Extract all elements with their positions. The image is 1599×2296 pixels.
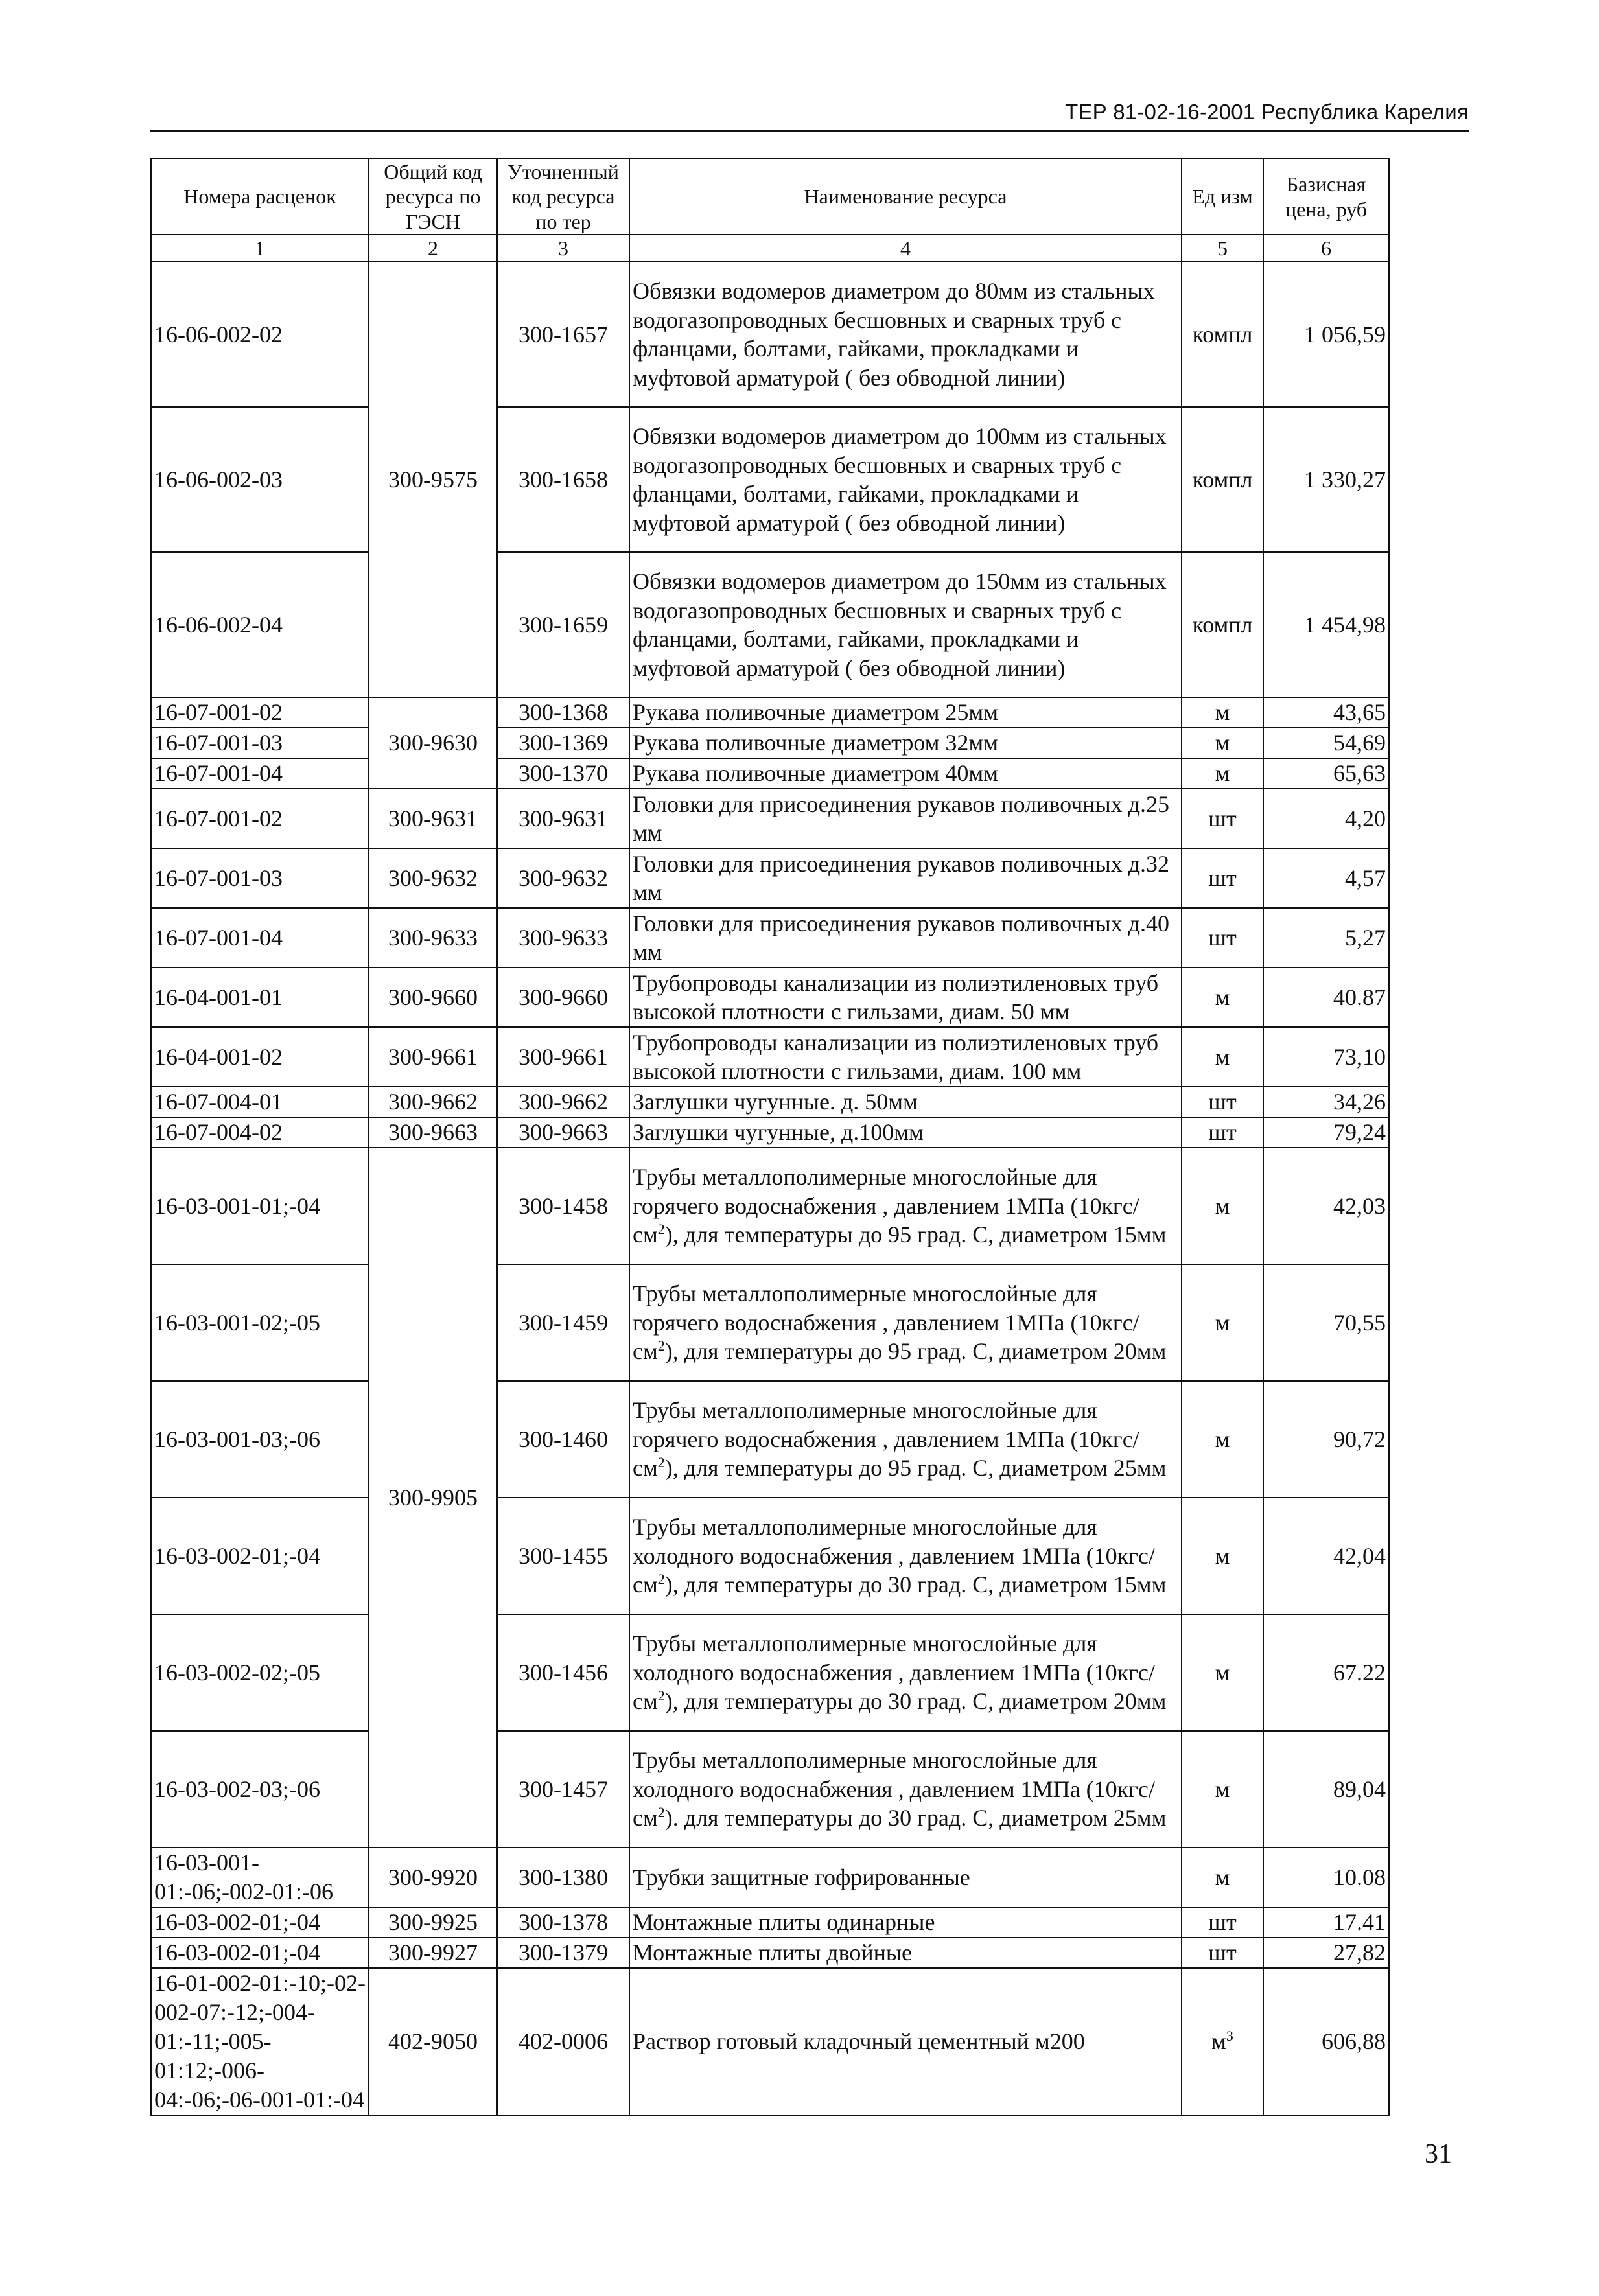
ter-code-cell: 300-1455 (497, 1498, 629, 1614)
rate-number-cell: 16-03-001-01:-06;-002-01:-06 (151, 1848, 369, 1907)
resource-name-cell (629, 1614, 1182, 1731)
unit-cell: м (1182, 728, 1263, 758)
rate-number-cell: 16-03-002-01;-04 (151, 1907, 369, 1938)
price-cell: 43,65 (1263, 697, 1389, 728)
gesn-code-cell: 300-9927 (369, 1938, 497, 1968)
rate-number-cell: 16-07-001-04 (151, 758, 369, 789)
gesn-code-cell: 300-9575 (369, 262, 497, 697)
table-row (151, 789, 1389, 848)
table-row (151, 262, 1389, 407)
price-cell: 42,04 (1263, 1498, 1389, 1614)
unit-cell: м (1182, 697, 1263, 728)
unit-cell: м (1182, 1027, 1263, 1087)
table-row (151, 848, 1389, 908)
resource-name-cell: Рукава поливочные диаметром 40мм (629, 758, 1182, 789)
resource-name-cell: Рукава поливочные диаметром 25мм (629, 697, 1182, 728)
unit-cell: шт (1182, 1907, 1263, 1938)
unit-text: м (1211, 2028, 1226, 2055)
table-header-row (151, 159, 1389, 235)
table-row (151, 968, 1389, 1027)
column-number: 2 (369, 235, 497, 262)
rate-number-cell: 16-07-004-01 (151, 1087, 369, 1117)
table-row (151, 1731, 1389, 1848)
ter-code-cell: 300-1456 (497, 1614, 629, 1731)
resource-name-cell: Обвязки водомеров диаметром до 100мм из стальных водогазопроводных бесшовных и сварных труб с фланцами, болтами, гайками, прокладками и муфтовой арматурой ( без обводной линии) (629, 407, 1182, 552)
table-row (151, 1498, 1389, 1614)
table-row (151, 552, 1389, 697)
gesn-code-cell: 300-9920 (369, 1848, 497, 1907)
ter-code-cell: 300-1380 (497, 1848, 629, 1907)
resource-name-cell (629, 1381, 1182, 1498)
resource-name-cell: Монтажные плиты одинарные (629, 1907, 1182, 1938)
table-row (151, 1907, 1389, 1938)
table-row (151, 1148, 1389, 1264)
unit-cell: м (1182, 968, 1263, 1027)
resource-name-text: Трубы металлополимерные многослойные для холодного водоснабжения , давлением 1МПа (10кгс/см (633, 1514, 1155, 1598)
rate-number-cell: 16-07-004-02 (151, 1117, 369, 1148)
resource-name-cell: Головки для присоединения рукавов поливочных д.40 мм (629, 908, 1182, 968)
resource-name-text: Трубы металлополимерные многослойные для горячего водоснабжения , давлением 1МПа (10кгс/см (633, 1397, 1139, 1481)
price-cell: 70,55 (1263, 1264, 1389, 1381)
table-row (151, 908, 1389, 968)
document-header-title: ТЕР 81-02-16-2001 Республика Карелия (1065, 100, 1469, 124)
price-cell: 65,63 (1263, 758, 1389, 789)
ter-code-cell: 300-9631 (497, 789, 629, 848)
rate-number-cell: 16-06-002-02 (151, 262, 369, 407)
unit-cell: м (1182, 1731, 1263, 1848)
unit-cell: м (1182, 1148, 1263, 1264)
resource-name-text: ), для температуры до 30 град. С, диаметром 15мм (664, 1571, 1167, 1598)
gesn-code-cell: 300-9630 (369, 697, 497, 789)
price-cell: 10.08 (1263, 1848, 1389, 1907)
gesn-code-cell: 300-9632 (369, 848, 497, 908)
header-gesn-code: Общий код ресурса по ГЭСН (369, 159, 497, 235)
unit-cell: м (1182, 1381, 1263, 1498)
column-number: 4 (629, 235, 1182, 262)
superscript: 2 (657, 1338, 665, 1354)
price-cell: 42,03 (1263, 1148, 1389, 1264)
unit-cell: м (1182, 758, 1263, 789)
page-number: 31 (1425, 2139, 1452, 2169)
gesn-code-cell: 300-9663 (369, 1117, 497, 1148)
unit-cell: шт (1182, 789, 1263, 848)
ter-code-cell: 300-9663 (497, 1117, 629, 1148)
gesn-code-cell: 300-9905 (369, 1148, 497, 1848)
ter-code-cell: 300-1658 (497, 407, 629, 552)
column-number: 6 (1263, 235, 1389, 262)
superscript: 2 (657, 1454, 665, 1471)
table-row (151, 1968, 1389, 2115)
resource-name-text: Трубы металлополимерные многослойные для горячего водоснабжения , давлением 1МПа (10кгс/см (633, 1281, 1139, 1365)
ter-code-cell: 300-1369 (497, 728, 629, 758)
header-rule (150, 91, 1469, 132)
header-unit: Ед изм (1182, 159, 1263, 235)
unit-cell (1182, 1968, 1263, 2115)
resource-name-cell (629, 1731, 1182, 1848)
price-cell: 27,82 (1263, 1938, 1389, 1968)
resource-name-text: Трубы металлополимерные многослойные для холодного водоснабжения , давлением 1МПа (10кгс/см (633, 1630, 1155, 1715)
price-cell: 40.87 (1263, 968, 1389, 1027)
resource-name-cell: Головки для присоединения рукавов поливочных д.32 мм (629, 848, 1182, 908)
table-row (151, 1848, 1389, 1907)
resource-price-table (150, 158, 1390, 2116)
price-cell: 1 056,59 (1263, 262, 1389, 407)
resource-name-text: Трубы металлополимерные многослойные для холодного водоснабжения , давлением 1МПа (10кгс/см (633, 1747, 1155, 1831)
table-row (151, 1087, 1389, 1117)
ter-code-cell: 300-1460 (497, 1381, 629, 1498)
rate-number-cell: 16-07-001-04 (151, 908, 369, 968)
rate-number-cell: 16-04-001-02 (151, 1027, 369, 1087)
rate-number-cell: 16-03-001-03;-06 (151, 1381, 369, 1498)
price-cell: 67.22 (1263, 1614, 1389, 1731)
superscript: 2 (657, 1221, 665, 1238)
table-row (151, 407, 1389, 552)
table-row (151, 1938, 1389, 1968)
resource-name-cell: Трубопроводы канализации из полиэтиленовых труб высокой плотности с гильзами, диам. 50 мм (629, 968, 1182, 1027)
superscript: 3 (1226, 2028, 1233, 2045)
resource-name-cell (629, 1264, 1182, 1381)
table-row (151, 1264, 1389, 1381)
unit-cell: компл (1182, 552, 1263, 697)
superscript: 2 (657, 1687, 665, 1704)
gesn-code-cell: 300-9661 (369, 1027, 497, 1087)
resource-name-text: ), для температуры до 95 град. С, диаметром 25мм (664, 1455, 1167, 1481)
superscript: 2 (657, 1571, 665, 1588)
rate-number-cell: 16-06-002-03 (151, 407, 369, 552)
ter-code-cell: 300-1379 (497, 1938, 629, 1968)
resource-name-cell: Рукава поливочные диаметром 32мм (629, 728, 1182, 758)
header-rate-numbers: Номера расценок (151, 159, 369, 235)
resource-name-cell: Заглушки чугунные, д.100мм (629, 1117, 1182, 1148)
unit-cell: шт (1182, 908, 1263, 968)
rate-number-cell: 16-07-001-03 (151, 848, 369, 908)
unit-cell: м (1182, 1614, 1263, 1731)
price-cell: 17.41 (1263, 1907, 1389, 1938)
price-cell: 606,88 (1263, 1968, 1389, 2115)
unit-cell: м (1182, 1264, 1263, 1381)
column-number: 3 (497, 235, 629, 262)
resource-name-text: ), для температуры до 95 град. С, диаметром 20мм (664, 1338, 1167, 1365)
gesn-code-cell: 300-9662 (369, 1087, 497, 1117)
resource-name-cell (629, 1148, 1182, 1264)
table-row (151, 1381, 1389, 1498)
table-row (151, 758, 1389, 789)
price-cell: 73,10 (1263, 1027, 1389, 1087)
unit-cell: шт (1182, 1117, 1263, 1148)
price-cell: 54,69 (1263, 728, 1389, 758)
ter-code-cell: 300-1659 (497, 552, 629, 697)
gesn-code-cell: 300-9925 (369, 1907, 497, 1938)
table-row (151, 1614, 1389, 1731)
header-ter-code: Уточненный код ресурса по тер (497, 159, 629, 235)
unit-cell: шт (1182, 1938, 1263, 1968)
column-number: 1 (151, 235, 369, 262)
superscript: 2 (657, 1804, 665, 1821)
rate-number-cell: 16-03-001-01;-04 (151, 1148, 369, 1264)
ter-code-cell: 300-1457 (497, 1731, 629, 1848)
column-number-row (151, 235, 1389, 262)
rate-number-cell: 16-03-002-03;-06 (151, 1731, 369, 1848)
price-cell: 5,27 (1263, 908, 1389, 968)
rate-number-cell: 16-03-002-01;-04 (151, 1938, 369, 1968)
unit-cell: компл (1182, 262, 1263, 407)
price-cell: 1 330,27 (1263, 407, 1389, 552)
resource-name-cell: Монтажные плиты двойные (629, 1938, 1182, 1968)
resource-name-cell: Головки для присоединения рукавов поливочных д.25 мм (629, 789, 1182, 848)
price-cell: 4,57 (1263, 848, 1389, 908)
unit-cell: шт (1182, 848, 1263, 908)
resource-name-cell: Трубки защитные гофрированные (629, 1848, 1182, 1907)
price-cell: 34,26 (1263, 1087, 1389, 1117)
resource-name-text: ), для температуры до 30 град. С, диаметром 20мм (664, 1688, 1167, 1715)
table-row (151, 1117, 1389, 1148)
ter-code-cell: 300-1657 (497, 262, 629, 407)
ter-code-cell: 300-9661 (497, 1027, 629, 1087)
table-row (151, 728, 1389, 758)
header-resource-name: Наименование ресурса (629, 159, 1182, 235)
ter-code-cell: 300-1458 (497, 1148, 629, 1264)
price-cell: 1 454,98 (1263, 552, 1389, 697)
resource-name-cell: Раствор готовый кладочный цементный м200 (629, 1968, 1182, 2115)
unit-cell: компл (1182, 407, 1263, 552)
gesn-code-cell: 402-9050 (369, 1968, 497, 2115)
column-number: 5 (1182, 235, 1263, 262)
ter-code-cell: 300-9660 (497, 968, 629, 1027)
table-row (151, 697, 1389, 728)
unit-cell: м (1182, 1498, 1263, 1614)
price-cell: 90,72 (1263, 1381, 1389, 1498)
resource-name-cell: Трубопроводы канализации из полиэтиленовых труб высокой плотности с гильзами, диам. 100 мм (629, 1027, 1182, 1087)
rate-number-cell: 16-03-002-01;-04 (151, 1498, 369, 1614)
ter-code-cell: 402-0006 (497, 1968, 629, 2115)
resource-name-text: Трубы металлополимерные многослойные для горячего водоснабжения , давлением 1МПа (10кгс/см (633, 1164, 1139, 1248)
ter-code-cell: 300-1459 (497, 1264, 629, 1381)
unit-cell: м (1182, 1848, 1263, 1907)
rate-number-cell: 16-03-002-02;-05 (151, 1614, 369, 1731)
gesn-code-cell: 300-9633 (369, 908, 497, 968)
resource-name-text: ), для температуры до 95 град. С, диаметром 15мм (664, 1222, 1167, 1248)
rate-number-cell: 16-07-001-02 (151, 697, 369, 728)
rate-number-cell: 16-01-002-01:-10;-02-002-07:-12;-004-01:-11;-005-01:12;-006-04:-06;-06-001-01:-04 (151, 1968, 369, 2115)
resource-name-cell: Обвязки водомеров диаметром до 150мм из стальных водогазопроводных бесшовных и сварных труб с фланцами, болтами, гайками, прокладками и муфтовой арматурой ( без обводной линии) (629, 552, 1182, 697)
price-cell: 4,20 (1263, 789, 1389, 848)
gesn-code-cell: 300-9631 (369, 789, 497, 848)
ter-code-cell: 300-1368 (497, 697, 629, 728)
resource-name-cell: Заглушки чугунные. д. 50мм (629, 1087, 1182, 1117)
rate-number-cell: 16-07-001-03 (151, 728, 369, 758)
resource-name-cell (629, 1498, 1182, 1614)
ter-code-cell: 300-1370 (497, 758, 629, 789)
table-row (151, 1027, 1389, 1087)
rate-number-cell: 16-07-001-02 (151, 789, 369, 848)
rate-number-cell: 16-03-001-02;-05 (151, 1264, 369, 1381)
resource-name-text: ). для температуры до 30 град. С, диаметром 25мм (664, 1805, 1167, 1831)
ter-code-cell: 300-9662 (497, 1087, 629, 1117)
ter-code-cell: 300-1378 (497, 1907, 629, 1938)
rate-number-cell: 16-04-001-01 (151, 968, 369, 1027)
gesn-code-cell: 300-9660 (369, 968, 497, 1027)
header-base-price: Базисная цена, руб (1263, 159, 1389, 235)
price-cell: 89,04 (1263, 1731, 1389, 1848)
ter-code-cell: 300-9633 (497, 908, 629, 968)
ter-code-cell: 300-9632 (497, 848, 629, 908)
rate-number-cell: 16-06-002-04 (151, 552, 369, 697)
resource-name-cell: Обвязки водомеров диаметром до 80мм из стальных водогазопроводных бесшовных и сварных труб с фланцами, болтами, гайками, прокладками и муфтовой арматурой ( без обводной линии) (629, 262, 1182, 407)
price-cell: 79,24 (1263, 1117, 1389, 1148)
unit-cell: шт (1182, 1087, 1263, 1117)
